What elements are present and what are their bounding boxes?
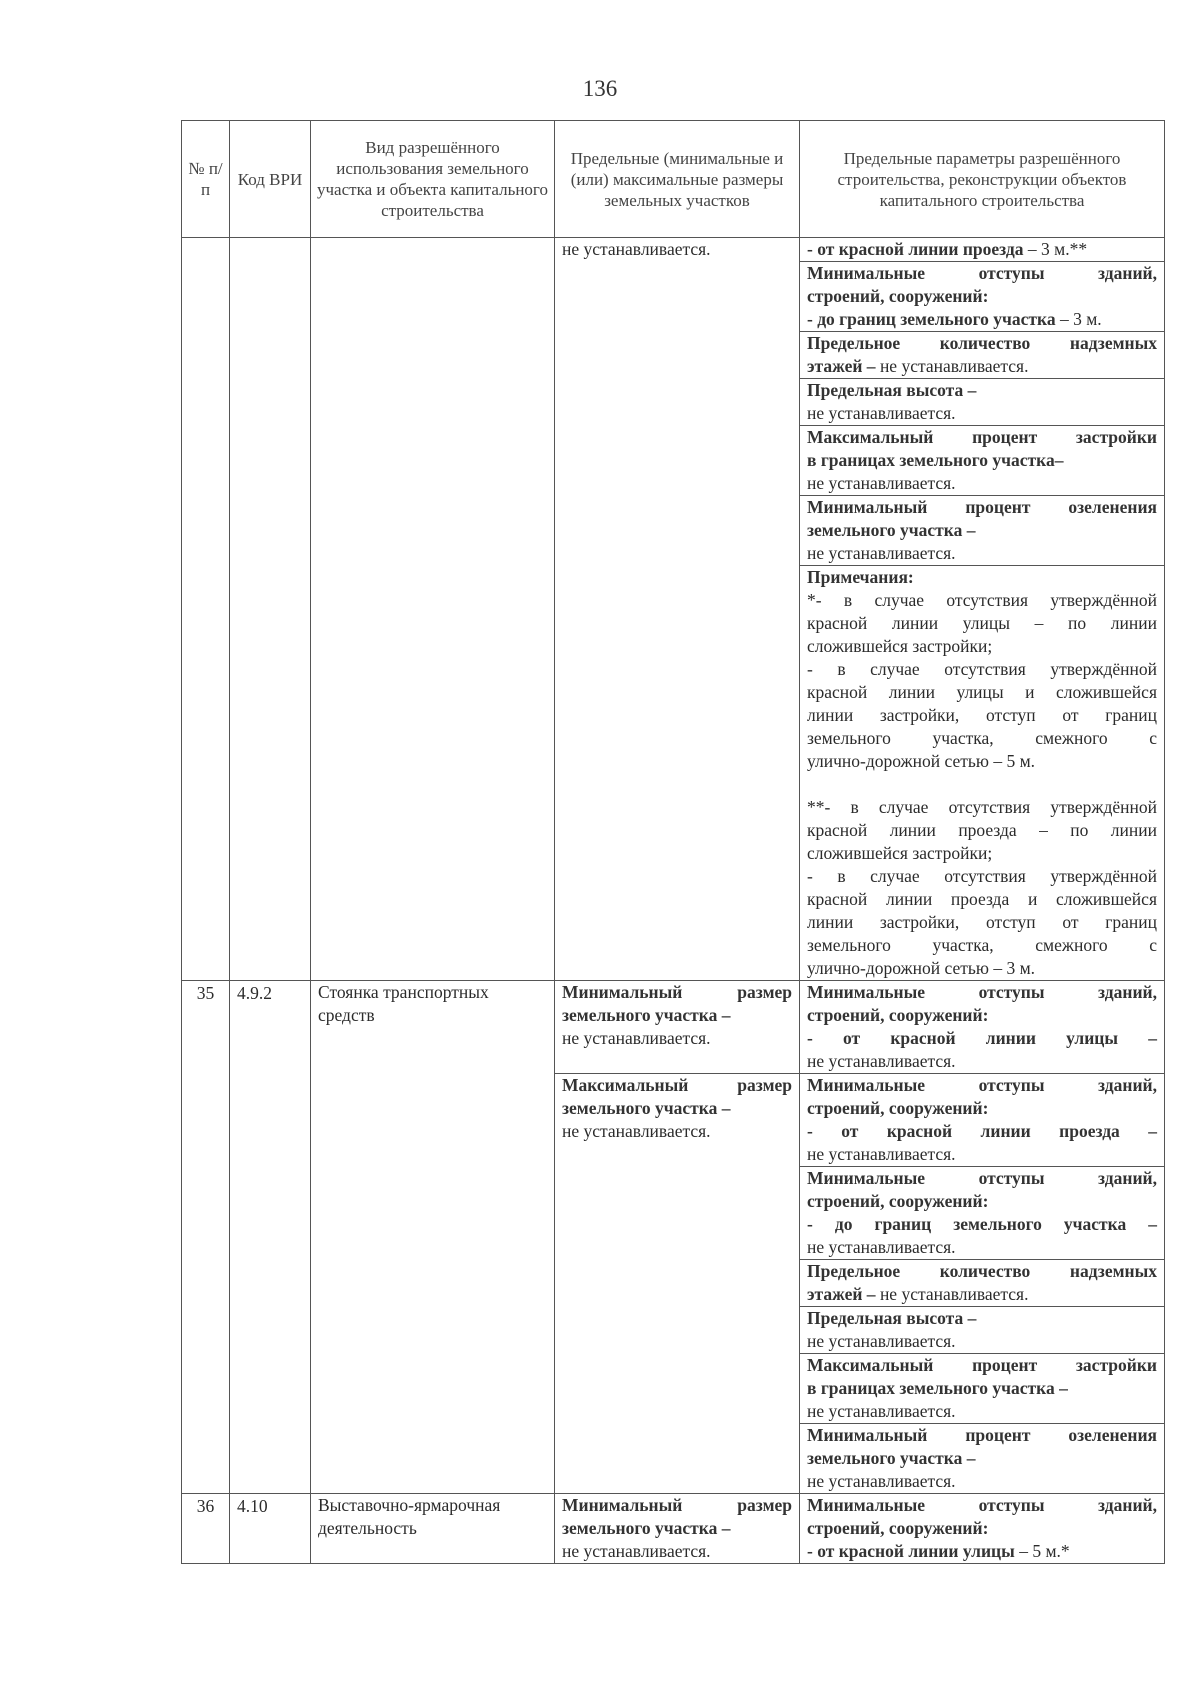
- param-cell: - от красной линии проезда – 3 м.**: [800, 238, 1165, 262]
- plot-min-cell: Минимальный размер земельного участка – не устанавливается.: [555, 981, 800, 1074]
- table-row: [182, 238, 1165, 262]
- cell-plot-cont: [555, 238, 800, 981]
- header-code: Код ВРИ: [230, 121, 311, 238]
- row-code: 4.10: [230, 1494, 311, 1564]
- header-kind: Вид разрешённого использования земельного участка и объекта капитального строительства: [311, 121, 555, 238]
- param-cell: Минимальные отступы зданий, строений, сооружений: - от красной линии улицы – 5 м.*: [800, 1494, 1165, 1564]
- header-params: Предельные параметры разрешённого строительства, реконструкции объектов капитального строительства: [800, 121, 1165, 238]
- plot-max-cell: Максимальный размер земельного участка – не устанавливается.: [555, 1074, 800, 1494]
- param-cell: Максимальный процент застройки в границах земельного участка– не устанавливается.: [800, 426, 1165, 496]
- cell-num-cont: [182, 238, 230, 981]
- param-cell: Минимальные отступы зданий, строений, сооружений: - до границ земельного участка – не устанавливается.: [800, 1167, 1165, 1260]
- param-cell: Минимальный процент озеленения земельного участка – не устанавливается.: [800, 1424, 1165, 1494]
- cell-code-cont: [230, 238, 311, 981]
- notes-cell: Примечания: *- в случае отсутствия утверждённой красной линии улицы – по линии сложившейся застройки; - в случае отсутствия утверждённой красной линии улицы и сложившейся линии застройки, отступ от границ земельного участка, смежного с улично-дорожной сетью – 5 м. **- в случае отсутствия утверждённой красной линии проезда – по линии сложившейся застройки; - в случае отсутствия утверждённой красной линии проезда и сложившейся линии застройки, отступ от границ земельного участка, смежного с улично-дорожной сетью – 3 м.: [800, 566, 1165, 981]
- plot-min-cell: Минимальный размер земельного участка – не устанавливается.: [555, 1494, 800, 1564]
- table-row: [182, 1494, 1165, 1564]
- header-num: № п/п: [182, 121, 230, 238]
- page-number: 136: [582, 76, 618, 101]
- param-cell: Минимальные отступы зданий, строений, сооружений: - от красной линии проезда – не устанавливается.: [800, 1074, 1165, 1167]
- param-cell: Предельная высота – не устанавливается.: [800, 1307, 1165, 1354]
- param-cell: Предельное количество надземных этажей – не устанавливается.: [800, 332, 1165, 379]
- plot-size-text: не устанавливается.: [562, 239, 711, 259]
- row-number: 35: [182, 981, 230, 1494]
- param-cell: Предельная высота – не устанавливается.: [800, 379, 1165, 426]
- table-header-row: [182, 121, 1165, 238]
- row-kind: Выставочно-ярмарочная деятельность: [311, 1494, 555, 1564]
- param-cell: Предельное количество надземных этажей – не устанавливается.: [800, 1260, 1165, 1307]
- param-cell: Минимальный процент озеленения земельного участка – не устанавливается.: [800, 496, 1165, 566]
- table-row: [182, 981, 1165, 1074]
- row-number: 36: [182, 1494, 230, 1564]
- param-cell: Максимальный процент застройки в границах земельного участка – не устанавливается.: [800, 1354, 1165, 1424]
- param-cell: Минимальные отступы зданий, строений, сооружений: - до границ земельного участка – 3 м.: [800, 262, 1165, 332]
- row-code: 4.9.2: [230, 981, 311, 1494]
- header-plot-size: Предельные (минимальные и (или) максимальные размеры земельных участков: [555, 121, 800, 238]
- regulations-table: [181, 120, 1165, 1564]
- param-cell: Минимальные отступы зданий, строений, сооружений: - от красной линии улицы – не устанавливается.: [800, 981, 1165, 1074]
- cell-kind-cont: [311, 238, 555, 981]
- row-kind: Стоянка транспортных средств: [311, 981, 555, 1494]
